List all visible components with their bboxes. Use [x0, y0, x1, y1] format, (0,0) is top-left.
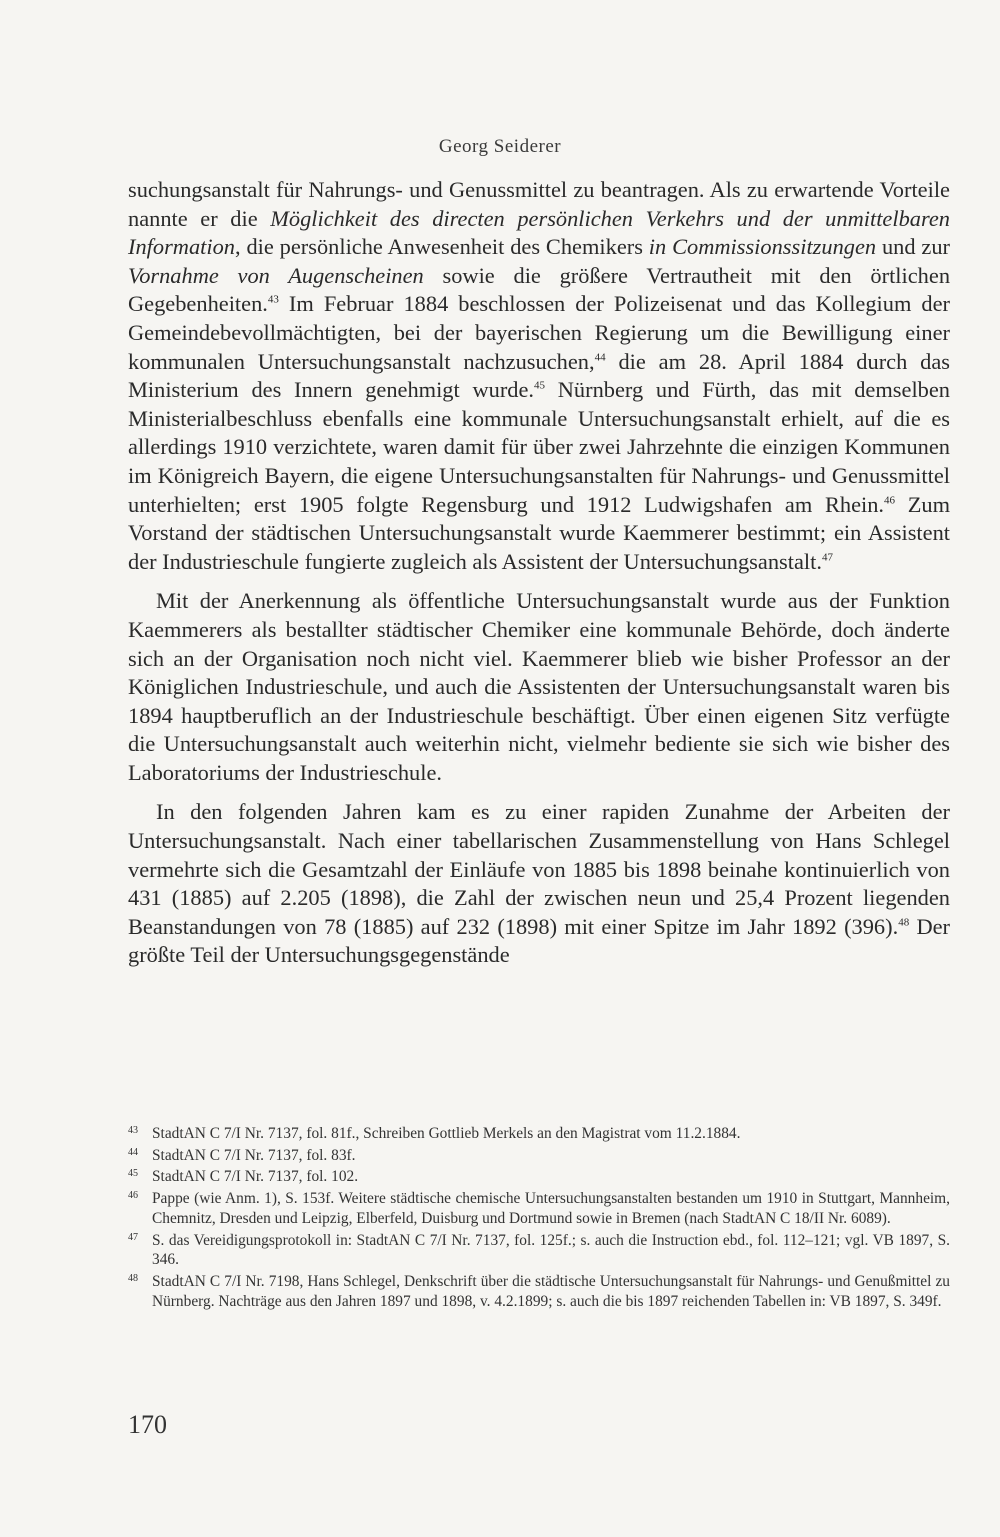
footnote-number: 43 [128, 1125, 138, 1136]
footnote-ref-43[interactable]: 43 [267, 293, 279, 306]
footnote [128, 1231, 950, 1270]
footnote [128, 1189, 950, 1228]
footnotes [128, 1124, 950, 1313]
footnote-text: StadtAN C 7/I Nr. 7137, fol. 81f., Schreiben Gottlieb Merkels an den Magistrat vom 11.2.1884. [152, 1125, 741, 1142]
footnote-text: S. das Vereidigungsprotokoll in: StadtAN C 7/I Nr. 7137, fol. 125f.; s. auch die Instruction ebd., fol. 112–121; vgl. VB 1897, S. 346. [152, 1231, 950, 1269]
footnote [128, 1146, 950, 1166]
footnote-number: 48 [128, 1272, 138, 1284]
text-run: Im Februar 1884 beschlossen der Polizeisenat und das Kollegium der Gemeindebevollmächtigten, bei der bayerischen Regierung um die Bewilligung einer kommunalen Untersuchungsanstalt nachzusuchen, [128, 291, 950, 374]
footnote-number: 46 [128, 1190, 138, 1202]
body-text [128, 176, 950, 981]
paragraph-1 [128, 176, 950, 576]
footnote [128, 1124, 950, 1144]
paragraph-2: Mit der Anerkennung als öffentliche Untersuchungsanstalt wurde aus der Funktion Kaemmerers als bestallter städtischer Chemiker eine kommunale Behörde, doch änderte sich an der Organisation noch nicht viel. Kaemmerer blieb wie bisher Professor an der Königlichen Industrieschule, und auch die Assistenten der Untersuchungsanstalt waren bis 1894 hauptberuflich an der Industrieschule beschäftigt. Über einen eigenen Sitz verfügte die Untersuchungsanstalt auch weiterhin nicht, vielmehr bediente sie sich wie bisher des Laboratoriums der Industrieschule. [128, 588, 950, 785]
footnote-text: StadtAN C 7/I Nr. 7137, fol. 102. [152, 1168, 359, 1186]
footnote [128, 1272, 950, 1311]
footnote-text: StadtAN C 7/I Nr. 7198, Hans Schlegel, Denkschrift über die städtische Untersuchungsanstalt für Nahrungs- und Genußmittel zu Nürnberg. Nachträge aus den Jahren 1897 und 1898, v. 4.2.1899; s. auch die bis 1897 reichenden Tabellen in: VB 1897, S. 349f. [152, 1272, 950, 1310]
running-header: Georg Seiderer [438, 136, 562, 157]
footnote-ref-44[interactable]: 44 [594, 351, 606, 364]
italic-quote: in Commissionssitzungen [648, 234, 877, 260]
text-run: Der größte Teil der Untersuchungsgegenstände [128, 913, 951, 968]
text-run: Nürnberg und Fürth, das mit demselben Ministerialbeschluss ebenfalls eine kommunale Untersuchungsanstalt erhielt, auf die es allerdings 1910 verzichtete, waren damit für über zwei Jahrzehnte die einzigen Kommunen im Königreich Bayern, die eigene Untersuchungsanstalten für Nahrungs- und Genussmittel unterhielten; erst 1905 folgte Regensburg und 1912 Ludwigshafen am Rhein. [128, 377, 950, 517]
italic-quote: Möglichkeit des directen persönlichen Verkehrs und der unmittelbaren Information [128, 205, 950, 260]
text-run: , die persönliche Anwesenheit des Chemikers [234, 234, 649, 260]
page-number: 170 [128, 1410, 167, 1439]
footnote-ref-45[interactable]: 45 [534, 379, 546, 392]
footnote-number: 47 [128, 1231, 138, 1243]
text-run: und zur [876, 234, 950, 260]
footnote-text: Pappe (wie Anm. 1), S. 153f. Weitere städtische chemische Untersuchungsanstalten bestanden um 1910 in Stuttgart, Mannheim, Chemnitz, Dresden und Leipzig, Elberfeld, Duisburg und Dortmund sowie in Bremen (nach StadtAN C 18/II Nr. 6089). [152, 1190, 950, 1227]
text-run: Zum Vorstand der städtischen Untersuchungsanstalt wurde Kaemmerer bestimmt; ein Assistent der Industrieschule fungierte zugleich als Assistent der Untersuchungsanstalt. [128, 491, 950, 574]
paragraph-3 [128, 798, 950, 970]
text-run: sowie die größere Vertrautheit mit den örtlichen Gegebenheiten. [128, 262, 951, 317]
footnote-ref-47[interactable]: 47 [821, 551, 833, 564]
footnote-ref-46[interactable]: 46 [884, 494, 896, 507]
footnote-text: StadtAN C 7/I Nr. 7137, fol. 83f. [152, 1146, 356, 1164]
text-run: suchungsanstalt für Nahrungs- und Genussmittel zu beantragen. Als zu erwartende Vorteile nannte er die [128, 177, 950, 231]
text-run: In den folgenden Jahren kam es zu einer rapiden Zunahme der Arbeiten der Untersuchungsanstalt. Nach einer tabellarischen Zusammenstellung von Hans Schlegel vermehrte sich die Gesamtzahl der Einläufe von 1885 bis 1898 beinahe kontinuierlich von 431 (1885) auf 2.205 (1898), die Zahl der zwischen neun und 25,4 Prozent liegenden Beanstandungen von 78 (1885) auf 232 (1898) mit einer Spitze im Jahr 1892 (396). [128, 799, 950, 939]
italic-quote: Vornahme von Augenscheinen [128, 262, 424, 288]
text-run: die am 28. April 1884 durch das Ministerium des Innern genehmigt wurde. [128, 348, 950, 403]
footnote [128, 1167, 950, 1187]
footnote-number: 45 [128, 1168, 138, 1180]
footnote-number: 44 [128, 1146, 138, 1158]
footnote-ref-48[interactable]: 48 [898, 916, 910, 929]
